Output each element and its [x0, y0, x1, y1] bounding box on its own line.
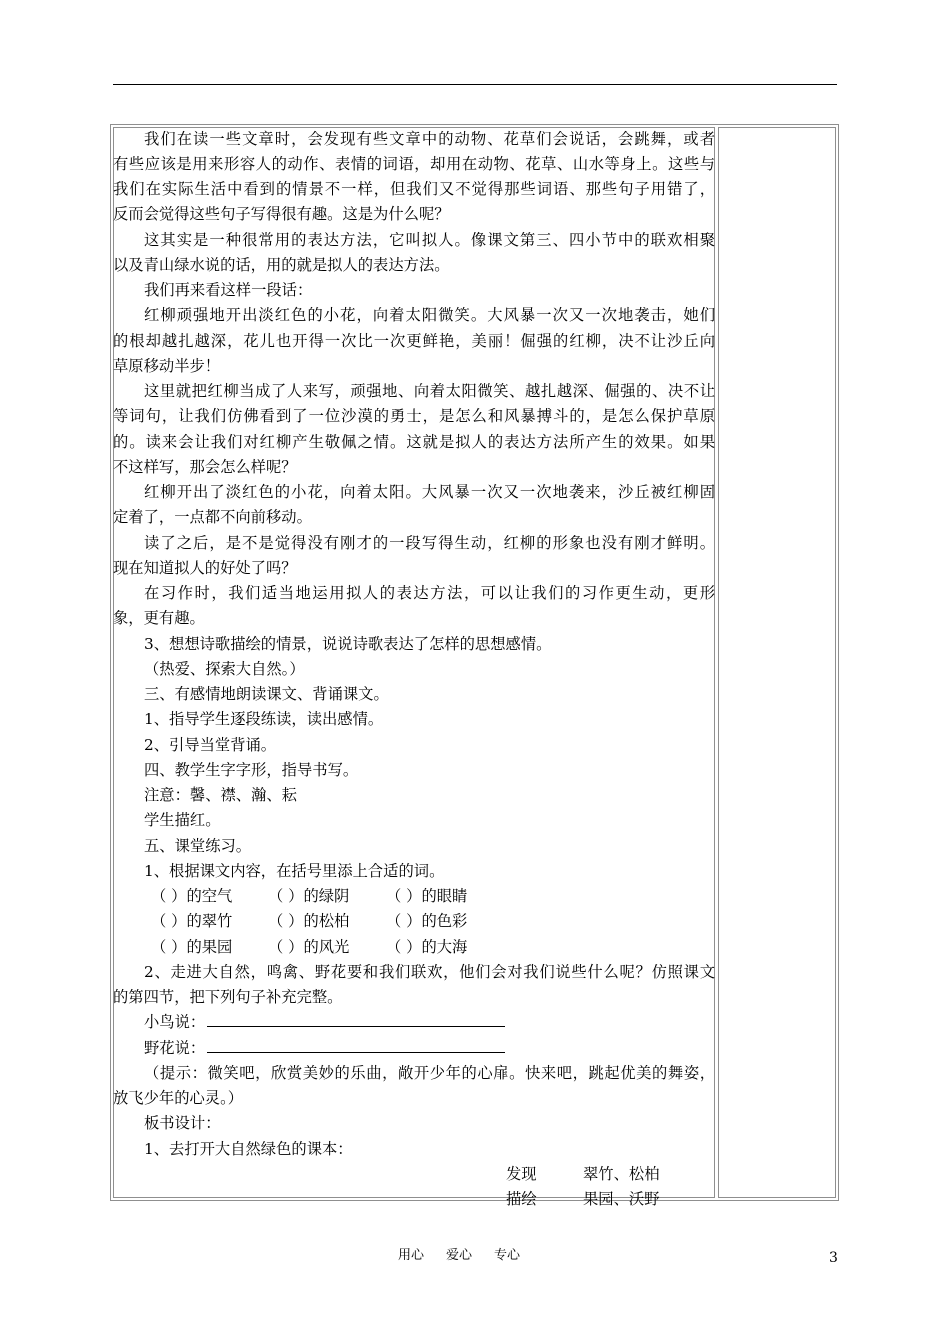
board-verb: 发现 — [506, 1165, 537, 1183]
header-rule — [113, 84, 837, 85]
paragraph-line: 象，更有趣。 — [113, 609, 205, 627]
paragraph-line: 这其实是一种很常用的表达方法，它叫拟人。像课文第三、四小节中的联欢相聚 — [144, 231, 715, 249]
paragraph-line: 三、有感情地朗读课文、背诵课文。 — [144, 685, 389, 703]
fill-blank-item: （ ）的空气 — [151, 887, 233, 905]
paragraph-line: 以及青山绿水说的话，用的就是拟人的表达方法。 — [113, 256, 450, 274]
paragraph-line: 我们在实际生活中看到的情景不一样，但我们又不觉得那些词语、那些句子用错了， — [113, 180, 715, 198]
paragraph-line: 草原移动半步！ — [113, 357, 221, 375]
paragraph-line: 的。读来会让我们对红柳产生敬佩之情。这就是拟人的表达方法所产生的效果。如果 — [113, 433, 715, 451]
page-number: 3 — [829, 1250, 838, 1266]
paragraph-line: 五、课堂练习。 — [144, 837, 252, 855]
paragraph-line: 1、指导学生逐段练读，读出感情。 — [144, 710, 384, 728]
paragraph-line: 不这样写，那会怎么样呢？ — [113, 458, 297, 476]
footer-text: 专心 — [494, 1248, 521, 1263]
paragraph-line: 2、走进大自然，鸣禽、野花要和我们联欢，他们会对我们说些什么呢？仿照课文 — [144, 963, 715, 981]
bird-label: 小鸟说： — [144, 1013, 206, 1031]
paragraph-line: 注意：馨、襟、瀚、耘 — [144, 786, 297, 804]
paragraph-line: 四、教学生字字形，指导书写。 — [144, 761, 359, 779]
paragraph-line: 放飞少年的心灵。） — [113, 1089, 244, 1107]
paragraph-line: 学生描红。 — [144, 811, 221, 829]
fill-blank-item: （ ）的大海 — [386, 938, 468, 956]
fill-row — [151, 884, 711, 909]
paragraph-line: 红柳顽强地开出淡红色的小花，向着太阳微笑。大风暴一次又一次地袭击，她们 — [144, 306, 715, 324]
paragraph-line: 2、引导当堂背诵。 — [144, 736, 277, 754]
answer-line-flower — [144, 1036, 505, 1061]
paragraph-line: 1、去打开大自然绿色的课本： — [144, 1140, 353, 1158]
paragraph-line: 等词句，让我们仿佛看到了一位沙漠的勇士，是怎么和风暴搏斗的，是怎么保护草原 — [113, 407, 715, 425]
footer-text: 用心 — [398, 1248, 425, 1263]
paragraph-line: 定着了，一点都不向前移动。 — [113, 508, 312, 526]
fill-blank-item: （ ）的果园 — [151, 938, 233, 956]
paragraph-line: 反而会觉得这些句子写得很有趣。这是为什么呢？ — [113, 205, 450, 223]
flower-label: 野花说： — [144, 1039, 206, 1057]
paragraph-line: 这里就把红柳当成了人来写，顽强地、向着太阳微笑、越扎越深、倔强的、决不让 — [144, 382, 715, 400]
fill-row — [151, 935, 711, 960]
board-verb: 描绘 — [506, 1190, 537, 1208]
paragraph-line: 在习作时，我们适当地运用拟人的表达方法，可以让我们的习作更生动，更形 — [144, 584, 715, 602]
paragraph-line: 3、想想诗歌描绘的情景，说说诗歌表达了怎样的思想感情。 — [144, 635, 552, 653]
answer-line-bird — [144, 1010, 505, 1035]
fill-blank-item: （ ）的眼睛 — [386, 887, 468, 905]
paragraph-line: 有些应该是用来形容人的动作、表情的词语，却用在动物、花草、山水等身上。这些与 — [113, 155, 715, 173]
fill-blank-item: （ ）的风光 — [268, 938, 350, 956]
answer-blank[interactable] — [207, 1012, 505, 1027]
answer-blank[interactable] — [207, 1038, 505, 1053]
fill-blank-item: （ ）的色彩 — [386, 912, 468, 930]
footer-text: 爱心 — [446, 1248, 473, 1263]
side-cell — [718, 127, 836, 1198]
fill-blank-item: （ ）的翠竹 — [151, 912, 233, 930]
paragraph-line: （提示：微笑吧，欣赏美妙的乐曲，敞开少年的心扉。快来吧，跳起优美的舞姿， — [144, 1064, 715, 1082]
paragraph-line: 的第四节，把下列句子补充完整。 — [113, 988, 343, 1006]
board-items: 翠竹、松柏 — [583, 1165, 660, 1183]
paragraph-line: 现在知道拟人的好处了吗？ — [113, 559, 297, 577]
paragraph-line: 红柳开出了淡红色的小花，向着太阳。大风暴一次又一次地袭来，沙丘被红柳固 — [144, 483, 715, 501]
board-items: 果园、沃野 — [583, 1190, 660, 1208]
fill-blank-item: （ ）的松柏 — [268, 912, 350, 930]
paragraph-line: 1、根据课文内容，在括号里添上合适的词。 — [144, 862, 445, 880]
paragraph-line: 板书设计： — [144, 1114, 221, 1132]
paragraph-line: 我们在读一些文章时，会发现有些文章中的动物、花草们会说话，会跳舞，或者 — [144, 130, 715, 148]
paragraph-line: 我们再来看这样一段话： — [144, 281, 313, 299]
fill-blank-item: （ ）的绿阴 — [268, 887, 350, 905]
paragraph-line: 读了之后，是不是觉得没有刚才的一段写得生动，红柳的形象也没有刚才鲜明。 — [144, 534, 715, 552]
paragraph-line: （热爱、探索大自然。） — [144, 660, 305, 678]
paragraph-line: 的根却越扎越深，花儿也开得一次比一次更鲜艳，美丽！倔强的红柳，决不让沙丘向 — [113, 332, 715, 350]
fill-row — [151, 909, 711, 934]
